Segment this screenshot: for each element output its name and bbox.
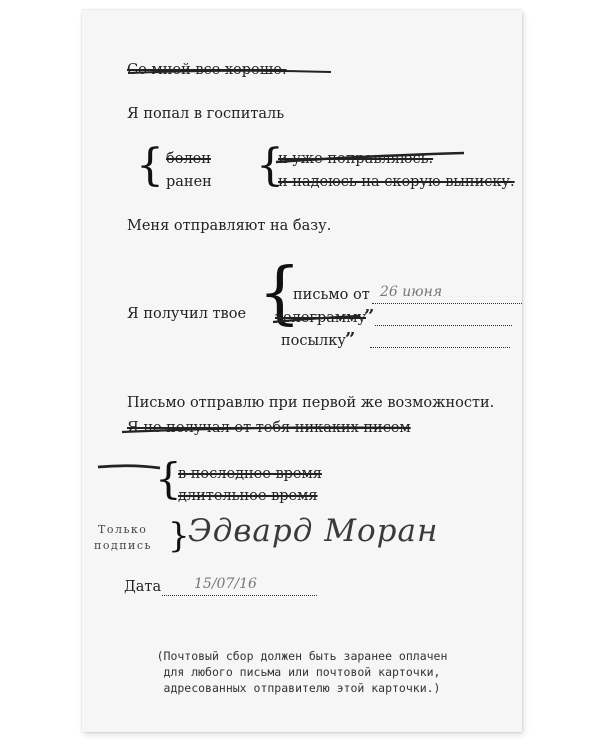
signature-only-label-1: Только bbox=[98, 523, 148, 536]
line-no-letters: Я не получал от тебя никаких писем bbox=[127, 420, 411, 436]
postage-note bbox=[82, 648, 522, 696]
option-parcel: посылку bbox=[281, 333, 346, 349]
dotted-line bbox=[370, 347, 510, 348]
dotted-line bbox=[162, 595, 317, 596]
option-lately: в последнее время bbox=[178, 466, 322, 482]
field-service-postcard bbox=[82, 10, 522, 732]
handwritten-letter-date: 26 июня bbox=[380, 284, 443, 300]
left-brace: { bbox=[258, 254, 302, 333]
handwritten-date: 15/07/16 bbox=[194, 576, 257, 592]
postage-note-line: адресованных отправителю этой карточки.) bbox=[163, 681, 441, 695]
option-long-time: длительное время bbox=[178, 488, 318, 504]
handwritten-signature: Эдвард Моран bbox=[188, 513, 439, 549]
option-sick: болен bbox=[166, 151, 211, 167]
pen-strike-mark bbox=[120, 418, 420, 438]
date-label: Дата bbox=[124, 579, 162, 595]
dotted-line bbox=[372, 303, 522, 304]
postage-note-line: (Почтовый сбор должен быть заранее оплачен bbox=[156, 649, 448, 663]
pen-strike-mark bbox=[270, 308, 370, 328]
signature-only-label-2: подпись bbox=[94, 539, 153, 552]
left-brace: { bbox=[136, 140, 164, 191]
option-letter: письмо от bbox=[293, 287, 370, 303]
pen-strike-mark bbox=[272, 148, 472, 168]
line-will-write: Письмо отправлю при первой же возможности. bbox=[127, 395, 495, 411]
line-base: Меня отправляют на базу. bbox=[127, 218, 332, 234]
line-hospital: Я попал в госпиталь bbox=[127, 106, 285, 122]
option-hope-discharge: и надеюсь на скорую выписку. bbox=[278, 174, 515, 190]
ditto-mark: ” bbox=[345, 329, 356, 350]
right-brace: { bbox=[168, 516, 190, 556]
ditto-mark: ” bbox=[364, 306, 375, 327]
line-all-good: Со мной все хорошо. bbox=[127, 62, 287, 78]
left-brace: { bbox=[155, 454, 182, 503]
line-received: Я получил твое bbox=[127, 306, 247, 322]
option-recovering: и уже поправляюсь. bbox=[278, 151, 434, 167]
postage-note-line: для любого письма или почтовой карточки, bbox=[163, 665, 441, 679]
pen-strike-mark bbox=[126, 60, 346, 80]
dotted-line bbox=[375, 325, 512, 326]
option-telegram: телеграмму bbox=[275, 310, 367, 326]
left-brace: { bbox=[256, 140, 284, 191]
option-wounded: ранен bbox=[166, 174, 212, 190]
